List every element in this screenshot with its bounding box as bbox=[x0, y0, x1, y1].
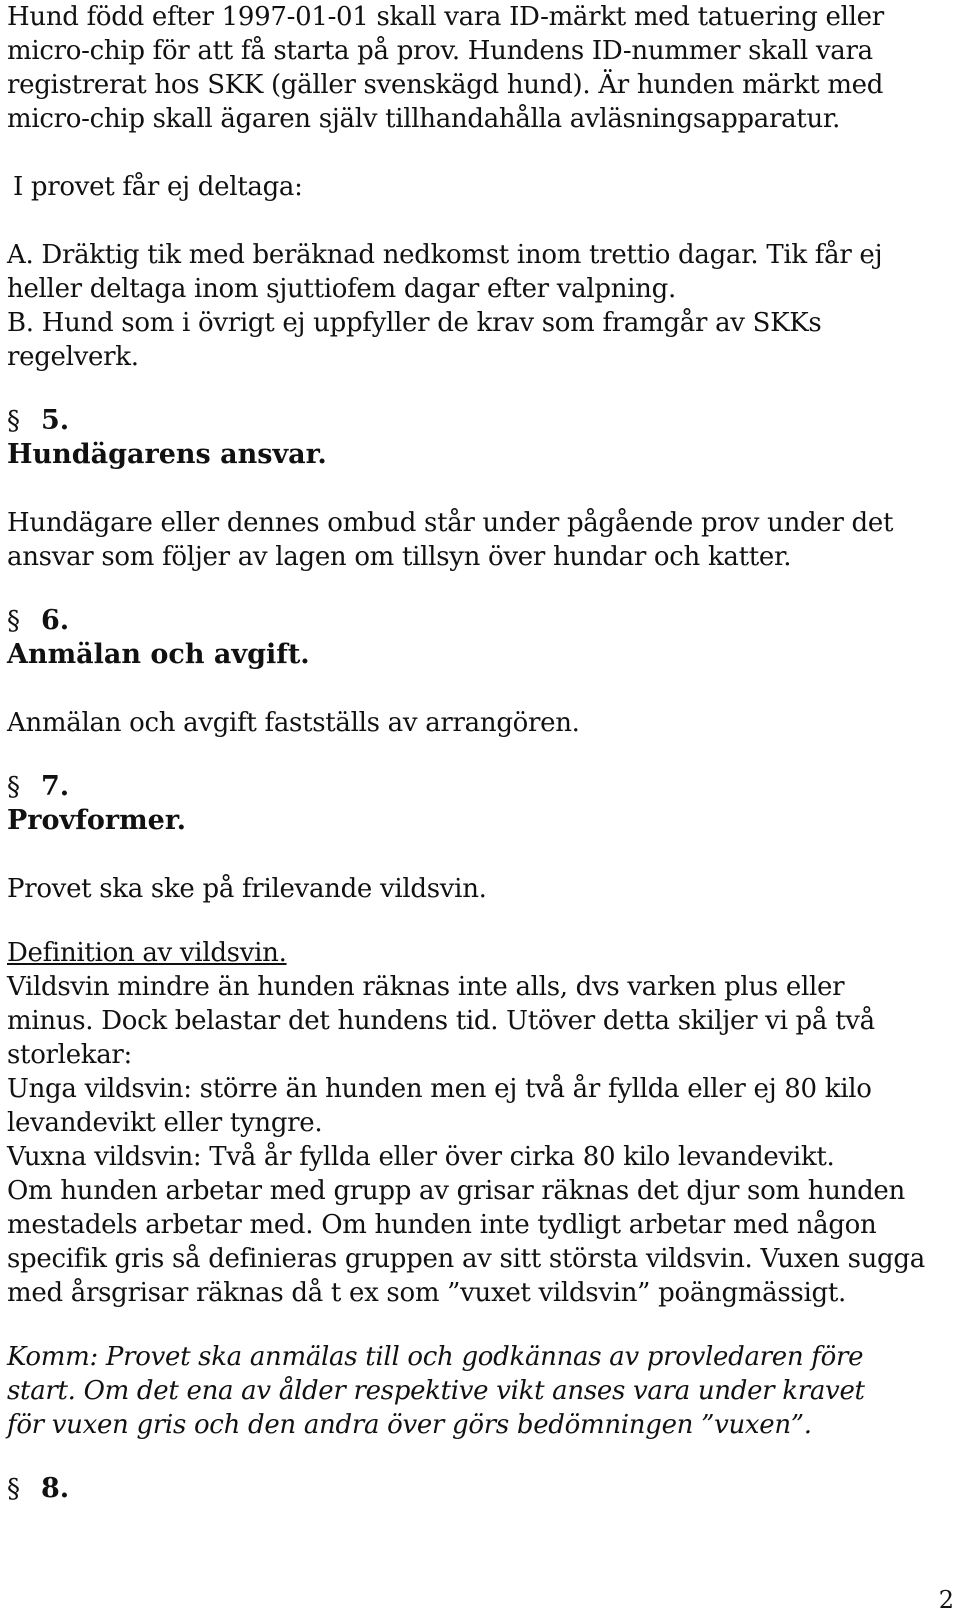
text-line: mestadels arbetar med. Om hunden inte tydligt arbetar med någon bbox=[7, 1210, 877, 1240]
text-line: Anmälan och avgift fastställs av arrangören. bbox=[7, 708, 580, 738]
spacer bbox=[7, 1310, 937, 1340]
spacer bbox=[7, 136, 937, 170]
text-line: med årsgrisar räknas då t ex som ”vuxet vildsvin” poängmässigt. bbox=[7, 1278, 846, 1308]
paragraph-symbol: § bbox=[7, 1474, 20, 1504]
paragraph-symbol: § bbox=[7, 772, 20, 802]
section-title: Hundägarens ansvar. bbox=[7, 439, 327, 470]
text-line: ansvar som följer av lagen om tillsyn över hundar och katter. bbox=[7, 542, 792, 572]
text-line: Hundägare eller dennes ombud står under pågående prov under det bbox=[7, 508, 894, 538]
text-line: Vildsvin mindre än hunden räknas inte alls, dvs varken plus eller bbox=[7, 972, 845, 1002]
page-number: 2 bbox=[938, 1586, 954, 1614]
text-line: Hund född efter 1997-01-01 skall vara ID-märkt med tatuering eller bbox=[7, 2, 884, 32]
paragraph-symbol: § bbox=[7, 406, 20, 436]
section-5 bbox=[7, 404, 937, 574]
section-7 bbox=[7, 770, 937, 906]
comment-line: start. Om det ena av ålder respektive vikt anses vara under kravet bbox=[7, 1376, 865, 1406]
section-title: Provformer. bbox=[7, 805, 186, 836]
comment-line: Komm: Provet ska anmälas till och godkännas av provledaren före bbox=[7, 1342, 864, 1372]
comment-line: för vuxen gris och den andra över görs bedömningen ”vuxen”. bbox=[7, 1410, 812, 1440]
spacer bbox=[7, 374, 937, 404]
exclusion-item: A. Dräktig tik med beräknad nedkomst inom trettio dagar. Tik får ej bbox=[7, 240, 883, 270]
section-8 bbox=[7, 1472, 937, 1506]
text-line: registrerat hos SKK (gäller svenskägd hund). Är hunden märkt med bbox=[7, 70, 884, 100]
text-line: levandevikt eller tyngre. bbox=[7, 1108, 323, 1138]
comment-block bbox=[7, 1340, 937, 1442]
text-line: minus. Dock belastar det hundens tid. Utöver detta skiljer vi på två bbox=[7, 1006, 875, 1036]
spacer bbox=[7, 204, 937, 238]
document-page bbox=[7, 0, 937, 1506]
section-number: § 6. bbox=[7, 605, 70, 636]
spacer bbox=[7, 838, 937, 872]
text-line: Om hunden arbetar med grupp av grisar räknas det djur som hunden bbox=[7, 1176, 905, 1206]
text-line: storlekar: bbox=[7, 1040, 133, 1070]
section-number: § 5. bbox=[7, 405, 70, 436]
definition-heading: Definition av vildsvin. bbox=[7, 938, 287, 968]
text-line: micro-chip för att få starta på prov. Hundens ID-nummer skall vara bbox=[7, 36, 873, 66]
text-line: micro-chip skall ägaren själv tillhandahålla avläsningsapparatur. bbox=[7, 104, 841, 134]
text-line: Vuxna vildsvin: Två år fyllda eller över cirka 80 kilo levandevikt. bbox=[7, 1142, 835, 1172]
exclusion-block bbox=[7, 170, 937, 374]
section-title: Anmälan och avgift. bbox=[7, 639, 310, 670]
paragraph-symbol: § bbox=[7, 606, 20, 636]
text-line: specifik gris så definieras gruppen av sitt största vildsvin. Vuxen sugga bbox=[7, 1244, 925, 1274]
section-6 bbox=[7, 604, 937, 740]
spacer bbox=[7, 906, 937, 936]
exclusion-item: regelverk. bbox=[7, 342, 139, 372]
exclusion-item: B. Hund som i övrigt ej uppfyller de krav som framgår av SKKs bbox=[7, 308, 822, 338]
spacer bbox=[7, 1442, 937, 1472]
section-number: § 7. bbox=[7, 771, 70, 802]
spacer bbox=[7, 672, 937, 706]
spacer bbox=[7, 574, 937, 604]
exclusion-item: heller deltaga inom sjuttiofem dagar efter valpning. bbox=[7, 274, 676, 304]
definition-block bbox=[7, 936, 937, 1310]
text-line: Unga vildsvin: större än hunden men ej två år fyllda eller ej 80 kilo bbox=[7, 1074, 872, 1104]
intro-paragraph bbox=[7, 0, 937, 136]
spacer bbox=[7, 472, 937, 506]
spacer bbox=[7, 740, 937, 770]
exclusion-heading: I provet får ej deltaga: bbox=[13, 172, 303, 202]
text-line: Provet ska ske på frilevande vildsvin. bbox=[7, 874, 487, 904]
section-number: § 8. bbox=[7, 1473, 70, 1504]
